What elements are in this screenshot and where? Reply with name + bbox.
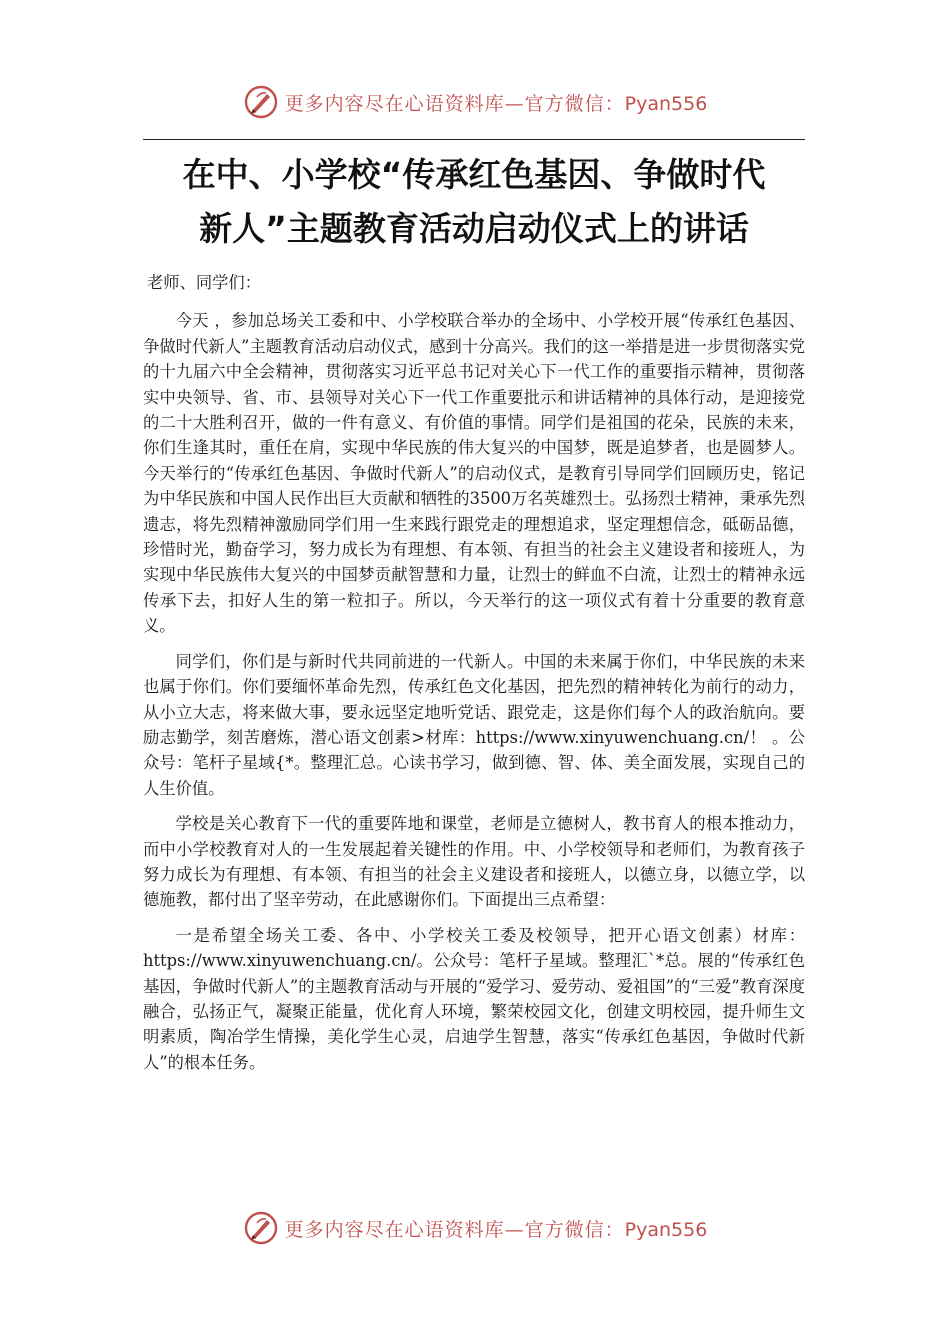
document-title	[143, 148, 805, 256]
paragraph-4: 一是希望全场关工委、各中、小学校关工委及校领导，把开心语文创素）材库：https://www.xinyuwenchuang.cn/。公众号：笔杆子星域。整理汇`*总。展的“传承红色基因，争做时代新人”的主题教育活动与开展的“爱学习、爱劳动、爱祖国”的“三爱”教育深度融合，弘扬正气，凝聚正能量，优化育人环境，繁荣校园文化，创建文明校园，提升师生文明素质，陶冶学生情操，美化学生心灵，启迪学生智慧，落实“传承红色基因，争做时代新人”的根本任务。	[143, 925, 805, 1072]
banner-text: 更多内容尽在心语资料库—官方微信：Pyan556	[284, 1218, 708, 1241]
wechat-id: Pyan556	[624, 1218, 708, 1241]
document-body	[143, 270, 805, 1085]
salutation: 老师、同学们：	[147, 273, 261, 292]
title-line-1: 在中、小学校“传承红色基因、争做时代	[182, 155, 766, 194]
footer-banner	[0, 1208, 950, 1248]
pen-logo-icon	[243, 1210, 279, 1246]
paragraph-3: 学校是关心教育下一代的重要阵地和课堂，老师是立德树人，教书育人的根本推动力，而中小学校教育对人的一生发展起着关键性的作用。中、小学校领导和老师们，为教育孩子努力成长为有理想、有本领、有担当的社会主义建设者和接班人，以德立身，以德立学，以德施教，都付出了坚辛劳动，在此感谢你们。下面提出三点希望：	[143, 814, 805, 910]
pen-logo-icon	[243, 84, 279, 120]
wechat-id: Pyan556	[624, 92, 708, 115]
paragraph-2: 同学们，你们是与新时代共同前进的一代新人。中国的未来属于你们，中华民族的未来也属于你们。你们要缅怀革命先烈，传承红色文化基因，把先烈的精神转化为前行的动力，从小立大志，将来做大事，要永远坚定地听党话、跟党走，这是你们每个人的政治航向。要励志勤学，刻苦磨炼，潜心语文创素>材库：https://www.xinyuwenchuang.cn/！ 。公众号：笔杆子星域{*。整理汇总。心读书学习，做到德、智、体、美全面发展，实现自己的人生价值。	[143, 651, 805, 798]
paragraph-1: 今天 ，参加总场关工委和中、小学校联合举办的全场中、小学校开展“传承红色基因、争做时代新人”主题教育活动启动仪式，感到十分高兴。我们的这一举措是进一步贯彻落实党的十九届六中全会精神，贯彻落实习近平总书记对关心下一代工作的重要指示精神，贯彻落实中央领导、省、市、县领导对关心下一代工作重要批示和讲话精神的具体行动，是迎接党的二十大胜利召开，做的一件有意义、有价值的事情。同学们是祖国的花朵，民族的未来，你们生逢其时，重任在肩，实现中华民族的伟大复兴的中国梦，既是追梦者，也是圆梦人。今天举行的“传承红色基因、争做时代新人”的启动仪式，是教育引导同学们回顾历史，铭记为中华民族和中国人民作出巨大贡献和牺牲的3500万名英雄烈士。弘扬烈士精神，秉承先烈遗志，将先烈精神激励同学们用一生来践行跟党走的理想追求，坚定理想信念，砥砺品德，珍惜时光，勤奋学习，努力成长为有理想、有本领、有担当的社会主义建设者和接班人，为实现中华民族伟大复兴的中国梦贡献智慧和力量，让烈士的鲜血不白流，让烈士的精神永远传承下去，扣好人生的第一粒扣子。所以，今天举行的这一项仪式有着十分重要的教育意义。	[143, 311, 805, 636]
title-line-2: 新人”主题教育活动启动仪式上的讲话	[199, 209, 749, 248]
title-divider	[143, 139, 805, 140]
header-banner	[0, 82, 950, 122]
banner-text: 更多内容尽在心语资料库—官方微信：Pyan556	[284, 92, 708, 115]
